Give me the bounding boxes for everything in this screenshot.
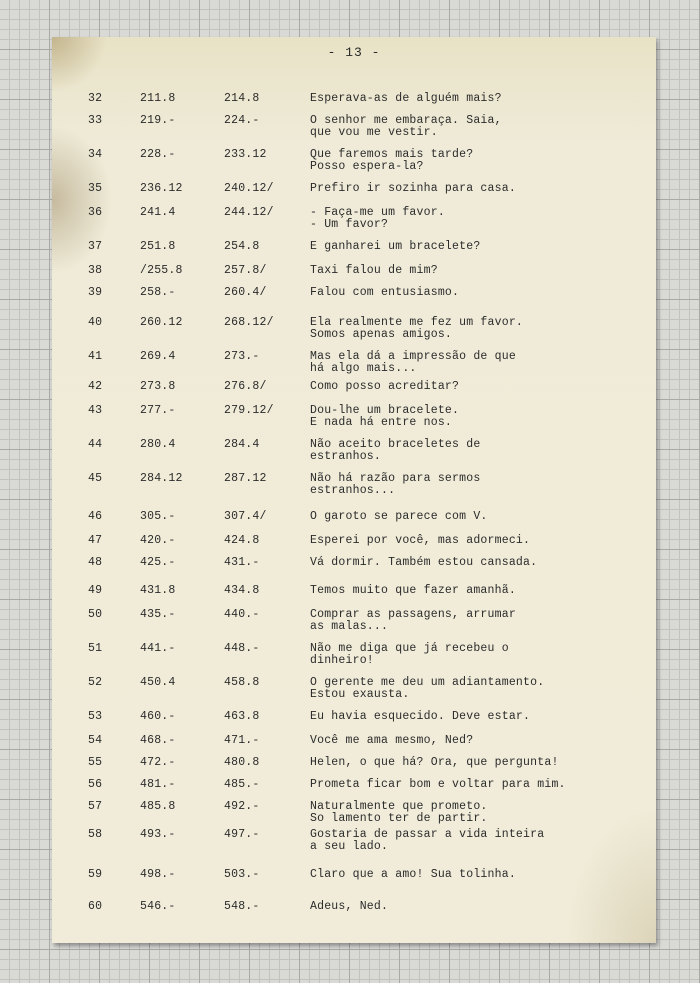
timecode-in: 450.4 bbox=[140, 676, 176, 689]
subtitle-number: 35 bbox=[88, 182, 103, 195]
subtitle-number: 46 bbox=[88, 510, 103, 523]
timecode-out: 485.- bbox=[224, 778, 260, 791]
timecode-out: 480.8 bbox=[224, 756, 260, 769]
subtitle-number: 48 bbox=[88, 556, 103, 569]
timecode-out: 279.12/ bbox=[224, 404, 274, 417]
timecode-in: /255.8 bbox=[140, 264, 183, 277]
subtitle-text: Taxi falou de mim? bbox=[310, 264, 438, 277]
subtitle-number: 60 bbox=[88, 900, 103, 913]
timecode-out: 548.- bbox=[224, 900, 260, 913]
subtitle-number: 44 bbox=[88, 438, 103, 451]
timecode-out: 497.- bbox=[224, 828, 260, 841]
timecode-out: 224.- bbox=[224, 114, 260, 127]
timecode-in: 228.- bbox=[140, 148, 176, 161]
subtitle-number: 33 bbox=[88, 114, 103, 127]
subtitle-number: 58 bbox=[88, 828, 103, 841]
timecode-out: 440.- bbox=[224, 608, 260, 621]
subtitle-text: Vá dormir. Também estou cansada. bbox=[310, 556, 538, 569]
timecode-out: 434.8 bbox=[224, 584, 260, 597]
timecode-in: 460.- bbox=[140, 710, 176, 723]
subtitle-text: Não há razão para sermos estranhos... bbox=[310, 472, 481, 497]
timecode-in: 258.- bbox=[140, 286, 176, 299]
timecode-out: 471.- bbox=[224, 734, 260, 747]
subtitle-number: 37 bbox=[88, 240, 103, 253]
subtitle-text: Não me diga que já recebeu o dinheiro! bbox=[310, 642, 509, 667]
timecode-in: 468.- bbox=[140, 734, 176, 747]
timecode-out: 240.12/ bbox=[224, 182, 274, 195]
subtitle-text: Comprar as passagens, arrumar as malas... bbox=[310, 608, 516, 633]
timecode-in: 420.- bbox=[140, 534, 176, 547]
subtitle-text: Eu havia esquecido. Deve estar. bbox=[310, 710, 531, 723]
subtitle-text: Naturalmente que prometo. So lamento ter de partir. bbox=[310, 800, 488, 825]
timecode-out: 244.12/ bbox=[224, 206, 274, 219]
subtitle-text: Temos muito que fazer amanhã. bbox=[310, 584, 516, 597]
page-number: - 13 - bbox=[327, 45, 381, 60]
subtitle-number: 49 bbox=[88, 584, 103, 597]
timecode-out: 424.8 bbox=[224, 534, 260, 547]
timecode-in: 431.8 bbox=[140, 584, 176, 597]
subtitle-number: 42 bbox=[88, 380, 103, 393]
subtitle-number: 55 bbox=[88, 756, 103, 769]
subtitle-text: Esperava-as de alguém mais? bbox=[310, 92, 502, 105]
subtitle-text: Dou-lhe um bracelete. E nada há entre nos. bbox=[310, 404, 460, 429]
timecode-out: 273.- bbox=[224, 350, 260, 363]
subtitle-number: 50 bbox=[88, 608, 103, 621]
timecode-out: 254.8 bbox=[224, 240, 260, 253]
timecode-in: 472.- bbox=[140, 756, 176, 769]
timecode-in: 485.8 bbox=[140, 800, 176, 813]
timecode-out: 503.- bbox=[224, 868, 260, 881]
subtitle-number: 41 bbox=[88, 350, 103, 363]
subtitle-text: Mas ela dá a impressão de que há algo mais... bbox=[310, 350, 516, 375]
timecode-out: 284.4 bbox=[224, 438, 260, 451]
timecode-out: 458.8 bbox=[224, 676, 260, 689]
timecode-in: 211.8 bbox=[140, 92, 176, 105]
timecode-in: 251.8 bbox=[140, 240, 176, 253]
subtitle-number: 34 bbox=[88, 148, 103, 161]
timecode-out: 257.8/ bbox=[224, 264, 267, 277]
subtitle-text: Esperei por você, mas adormeci. bbox=[310, 534, 531, 547]
timecode-out: 287.12 bbox=[224, 472, 267, 485]
subtitle-number: 53 bbox=[88, 710, 103, 723]
timecode-in: 241.4 bbox=[140, 206, 176, 219]
subtitle-list bbox=[52, 37, 656, 943]
subtitle-text: O senhor me embaraça. Saia, que vou me vestir. bbox=[310, 114, 502, 139]
timecode-out: 431.- bbox=[224, 556, 260, 569]
timecode-out: 448.- bbox=[224, 642, 260, 655]
timecode-in: 546.- bbox=[140, 900, 176, 913]
subtitle-text: O garoto se parece com V. bbox=[310, 510, 488, 523]
subtitle-number: 47 bbox=[88, 534, 103, 547]
subtitle-text: - Faça-me um favor. - Um favor? bbox=[310, 206, 445, 231]
subtitle-text: Helen, o que há? Ora, que pergunta! bbox=[310, 756, 559, 769]
timecode-in: 435.- bbox=[140, 608, 176, 621]
typewritten-page bbox=[52, 37, 656, 943]
subtitle-number: 36 bbox=[88, 206, 103, 219]
subtitle-number: 32 bbox=[88, 92, 103, 105]
subtitle-text: Prometa ficar bom e voltar para mim. bbox=[310, 778, 566, 791]
subtitle-text: Gostaria de passar a vida inteira a seu lado. bbox=[310, 828, 545, 853]
subtitle-number: 40 bbox=[88, 316, 103, 329]
timecode-in: 280.4 bbox=[140, 438, 176, 451]
subtitle-text: Que faremos mais tarde? Posso espera-la? bbox=[310, 148, 474, 173]
subtitle-number: 51 bbox=[88, 642, 103, 655]
timecode-in: 277.- bbox=[140, 404, 176, 417]
timecode-out: 268.12/ bbox=[224, 316, 274, 329]
timecode-out: 463.8 bbox=[224, 710, 260, 723]
timecode-in: 493.- bbox=[140, 828, 176, 841]
timecode-in: 219.- bbox=[140, 114, 176, 127]
timecode-out: 276.8/ bbox=[224, 380, 267, 393]
timecode-out: 260.4/ bbox=[224, 286, 267, 299]
timecode-in: 305.- bbox=[140, 510, 176, 523]
timecode-in: 441.- bbox=[140, 642, 176, 655]
timecode-in: 260.12 bbox=[140, 316, 183, 329]
timecode-out: 214.8 bbox=[224, 92, 260, 105]
subtitle-number: 59 bbox=[88, 868, 103, 881]
timecode-out: 233.12 bbox=[224, 148, 267, 161]
subtitle-number: 57 bbox=[88, 800, 103, 813]
subtitle-text: Não aceito braceletes de estranhos. bbox=[310, 438, 481, 463]
subtitle-text: Você me ama mesmo, Ned? bbox=[310, 734, 474, 747]
subtitle-text: Ela realmente me fez um favor. Somos apenas amigos. bbox=[310, 316, 524, 341]
subtitle-number: 52 bbox=[88, 676, 103, 689]
timecode-in: 425.- bbox=[140, 556, 176, 569]
subtitle-number: 38 bbox=[88, 264, 103, 277]
timecode-out: 307.4/ bbox=[224, 510, 267, 523]
subtitle-text: Adeus, Ned. bbox=[310, 900, 389, 913]
subtitle-number: 43 bbox=[88, 404, 103, 417]
subtitle-text: E ganharei um bracelete? bbox=[310, 240, 481, 253]
subtitle-number: 45 bbox=[88, 472, 103, 485]
timecode-in: 481.- bbox=[140, 778, 176, 791]
subtitle-number: 54 bbox=[88, 734, 103, 747]
subtitle-text: Prefiro ir sozinha para casa. bbox=[310, 182, 516, 195]
subtitle-number: 56 bbox=[88, 778, 103, 791]
subtitle-text: Claro que a amo! Sua tolinha. bbox=[310, 868, 516, 881]
timecode-in: 498.- bbox=[140, 868, 176, 881]
timecode-in: 284.12 bbox=[140, 472, 183, 485]
subtitle-number: 39 bbox=[88, 286, 103, 299]
timecode-in: 269.4 bbox=[140, 350, 176, 363]
timecode-in: 236.12 bbox=[140, 182, 183, 195]
subtitle-text: Falou com entusiasmo. bbox=[310, 286, 460, 299]
timecode-out: 492.- bbox=[224, 800, 260, 813]
subtitle-text: O gerente me deu um adiantamento. Estou exausta. bbox=[310, 676, 545, 701]
timecode-in: 273.8 bbox=[140, 380, 176, 393]
subtitle-text: Como posso acreditar? bbox=[310, 380, 460, 393]
